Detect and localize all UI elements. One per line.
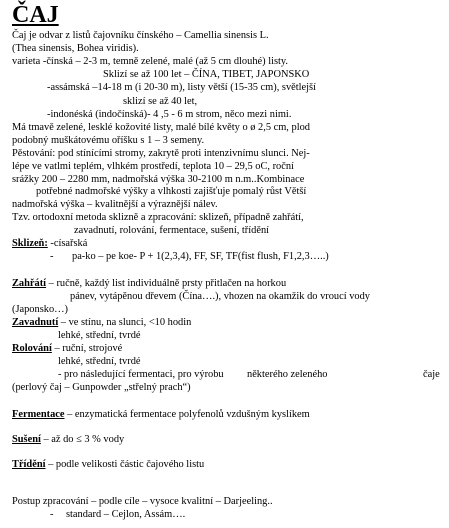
- heating-text: – ručně, každý list individuálně prsty přitlačen na horkou: [46, 278, 287, 289]
- text-line-14: nadmořská výška – kvalitnější a výraznější nálev.: [12, 199, 218, 210]
- text-line-6: sklizí se až 40 let,: [123, 96, 198, 107]
- harvest-grades-line: pa-ko – pe koe- P + 1(2,3,4), FF, SF, TF(fist flush, F1,2,3…..): [72, 251, 329, 262]
- heating-line-3: (Japonsko…): [12, 304, 68, 315]
- text-line-10: Pěstování: pod stínícími stromy, zakrytě proti intenzivnímu slunci. Nej-: [12, 148, 310, 159]
- text-line-11: lépe ve vatlmi teplém, vlhkém prostředí, teplota 10 – 29,5 oC, roční: [12, 161, 294, 172]
- text-line-15: Tzv. ortodoxní metoda sklizně a zpracování: sklizeň, případně zahřátí,: [12, 212, 304, 223]
- heating-line-2: pánev, vytápěnou dřevem (Čína….), vhozen na okamžik do vroucí vody: [70, 291, 370, 302]
- rolling-grades: lehké, střední, tvrdé: [58, 356, 141, 367]
- sorting-line: [12, 459, 204, 471]
- text-line-3: varieta -čínská – 2-3 m, temně zelené, malé (až 5 cm dlouhé) listy.: [12, 56, 289, 67]
- sorting-heading: Třídění: [12, 459, 46, 470]
- drying-line: [12, 434, 124, 446]
- drying-text: – až do ≤ 3 % vody: [40, 434, 125, 445]
- harvest-text: -císařská: [47, 238, 88, 249]
- rolling-purpose-c: čaje: [423, 369, 440, 380]
- text-line-5: -assámská –14-18 m (i 20-30 m), listy větší (15-35 cm), světlejší: [47, 82, 316, 93]
- text-line-12: srážky 200 – 2280 mm, nadmořská výška 30-2100 m n.m..Kombinace: [12, 174, 305, 185]
- withering-grades: lehké, střední, tvrdé: [58, 330, 141, 341]
- heating-heading: Zahřátí: [12, 278, 47, 289]
- withering-text: – ve stínu, na slunci, <10 hodin: [58, 317, 192, 328]
- sorting-text: – podle velikosti částic čajového listu: [45, 459, 205, 470]
- text-line-1: Čaj je odvar z listů čajovníku čínského – Camellia sinensis L.: [12, 30, 269, 41]
- rolling-heading: Rolování: [12, 343, 52, 354]
- page-title: ČAJ: [12, 2, 59, 28]
- harvest-heading: Sklizeň:: [12, 238, 48, 249]
- rolling-purpose-a: - pro následující fermentaci, pro výrobu: [58, 369, 224, 380]
- processing-bullet-dash: -: [50, 509, 54, 520]
- text-line-4: Sklizí se až 100 let – ČÍNA, TIBET, JAPONSKO: [103, 69, 310, 80]
- processing-standard-line: standard – Cejlon, Assám….: [66, 509, 186, 520]
- rolling-text: – ruční, strojové: [51, 343, 123, 354]
- harvest-line: [12, 238, 87, 250]
- fermentation-text: – enzymatická fermentace polyfenolů vzdušným kyslíkem: [64, 409, 310, 420]
- harvest-bullet-dash: -: [50, 251, 54, 262]
- withering-heading: Zavadnutí: [12, 317, 59, 328]
- text-line-7: -indonéská (indočínská)- 4 ,5 - 6 m strom, něco mezi nimi.: [47, 109, 292, 120]
- fermentation-heading: Fermentace: [12, 409, 65, 420]
- rolling-gunpowder: (perlový čaj – Gunpowder „střelný prach“): [12, 382, 191, 393]
- text-line-16: zavadnutí, rolování, fermentace, sušení, třídění: [74, 225, 270, 236]
- rolling-purpose-b: některého zeleného: [247, 369, 328, 380]
- withering-line: [12, 317, 191, 329]
- text-line-13: potřebné nadmořské výšky a vlhkosti zajišťuje pomalý růst Větší: [36, 186, 307, 197]
- processing-line: Postup zpracování – podle cíle – vysoce kvalitní – Darjeeling..: [12, 496, 273, 507]
- text-line-2: (Thea sinensis, Bohea viridis).: [12, 43, 139, 54]
- text-line-9: podobný muškátovému oříšku s 1 – 3 semeny.: [12, 135, 205, 146]
- fermentation-line: [12, 409, 310, 421]
- heating-line: [12, 278, 286, 290]
- drying-heading: Sušení: [12, 434, 41, 445]
- text-line-8: Má tmavě zelené, lesklé kožovité listy, malé bílé květy o ø 2,5 cm, plod: [12, 122, 310, 133]
- rolling-line: [12, 343, 122, 355]
